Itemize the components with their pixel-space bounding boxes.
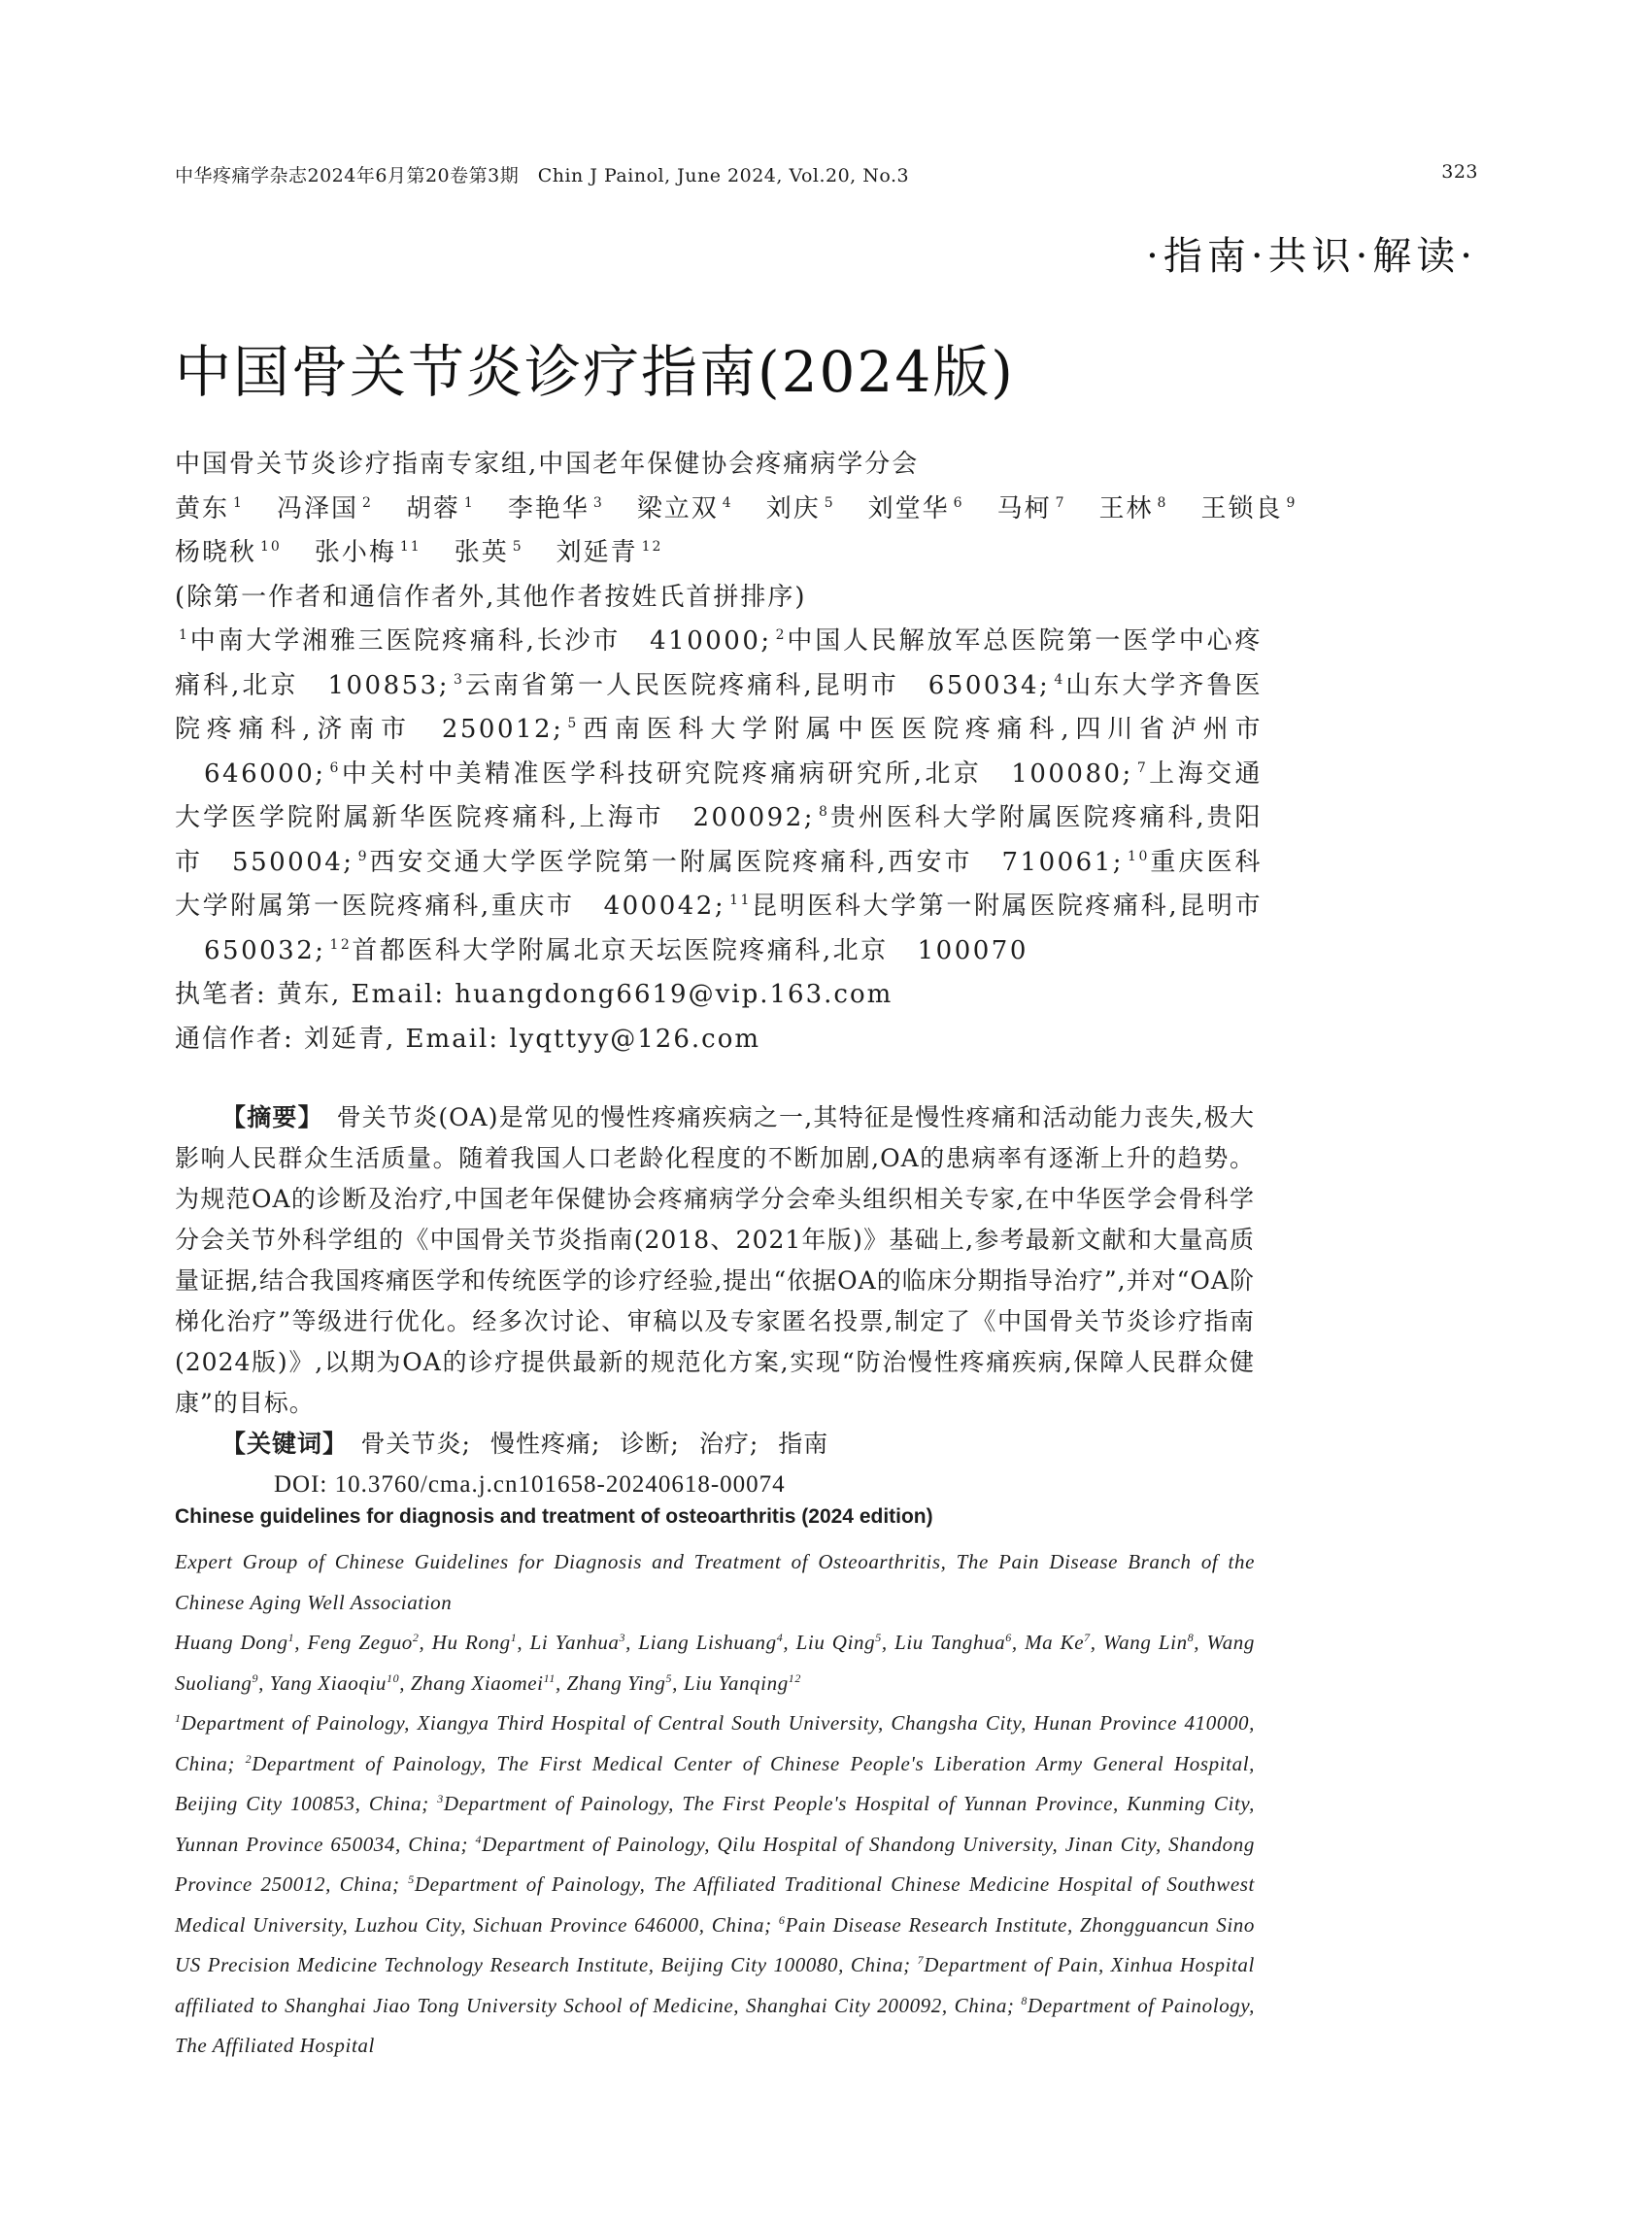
affiliation: $^1$中南大学湘雅三医院疼痛科,长沙市 410000; [179,626,772,656]
english-affiliation: $^4$Department of Painology, Qilu Hospital of Shandong University, Jinan City, Shandong Province 250012, China; [175,1832,1255,1896]
affiliation-marker: 5 [665,1670,673,1685]
affiliation-marker: 4 [1054,671,1065,688]
affiliation-marker: 10 [1128,848,1150,864]
affiliation-marker: 7 [1084,1631,1091,1644]
english-author-name: Wang Suoliang$^9$ [175,1631,1255,1695]
author-list [175,488,1298,532]
postal-code: 400042; [603,892,726,921]
affiliation-marker: 8 [819,804,830,821]
english-author-name: Huang Dong$^1$ [175,1631,295,1654]
affiliation-marker: 11 [399,539,421,556]
author-name: 杨晓秋 $^{10}$ [175,538,282,567]
affiliation-marker: 7 [1055,494,1066,511]
author-name: 胡蓉 $^1$ [405,493,475,523]
affiliation-marker: 3 [437,1792,444,1805]
english-author-name: Zhang Xiaomei$^{11}$ [410,1670,556,1695]
affiliation-marker: 12 [329,936,353,953]
affiliation: $^{10}$重庆医科大学附属第一医院疼痛科,重庆市 400042; [175,847,1263,921]
keyword: 诊断; [620,1430,680,1458]
english-author-group: Expert Group of Chinese Guidelines for Diagnosis and Treatment of Osteoarthritis, The Pain Disease Branch of the Chinese Aging Well Association [175,1550,1255,1614]
postal-code: 100853; [327,670,450,700]
author-name: 马柯 $^7$ [996,493,1066,523]
postal-code: 646000; [204,759,326,789]
affiliation-marker: 3 [453,671,465,688]
affiliation-marker: 8 [1187,1631,1195,1644]
author-order-note: (除第一作者和通信作者外,其他作者按姓氏首拼排序) [175,582,807,612]
author-list [175,531,1263,576]
corresponding-author: 通信作者: 刘延青, Email: lyqttyy@126.com [175,1024,761,1054]
affiliation-marker: 2 [245,1751,253,1766]
journal-citation: 中华疼痛学杂志2024年6月第20卷第3期 Chin J Painol, June 2024, Vol.20, No.3 [175,165,910,186]
keywords-line [175,1424,1255,1465]
english-affiliation: $^8$Department of Painology, The Affiliated Hospital [175,1993,1255,2057]
abstract-label: 【摘要】 [221,1103,312,1131]
affiliation-marker: 2 [775,627,788,644]
affiliation: $^3$云南省第一人民医院疼痛科,昆明市 650034; [453,670,1051,700]
english-author-name: Yang Xiaoqiu$^{10}$ [269,1670,400,1695]
abstract-section [175,1097,1255,1505]
affiliation-marker: 1 [179,627,190,644]
affiliation-marker: 2 [412,1631,420,1644]
affiliation: $^4$山东大学齐鲁医院疼痛科,济南市 250012; [175,670,1263,744]
chinese-author-info [175,443,1298,1062]
author-name: 张小梅 $^{11}$ [314,538,421,567]
postal-code: 410000; [650,626,772,656]
english-affiliation: $^7$Department of Pain, Xinhua Hospital affiliated to Shanghai Jiao Tong University School of Medicine, Shanghai City 200092, China; [175,1953,1255,2017]
affiliation-marker: 5 [512,539,523,556]
english-affiliation: $^1$Department of Painology, Xiangya Third Hospital of Central South University, Changsha City, Hunan Province 410000, China; [175,1711,1255,1775]
affiliation-marker: 6 [953,494,964,511]
author-name: 张英 $^5$ [454,538,523,567]
section-label: ·指南·共识·解读· [1146,234,1477,279]
affiliation: $^2$中国人民解放军总医院第一医学中心疼痛科,北京 100853; [175,626,1263,700]
running-header [175,161,1478,190]
writer-contact: 执笔者: 黄东, Email: huangdong6619@vip.163.com [175,980,893,1009]
english-front-matter [175,1505,1255,2067]
author-name: 黄东 $^1$ [175,493,244,523]
affiliation-marker: 12 [641,539,663,556]
english-author-name: Liu Tanghua$^6$ [894,1631,1012,1654]
affiliation-marker: 6 [329,759,341,776]
affiliation: $^{11}$昆明医科大学第一附属医院疼痛科,昆明市650032; [204,892,1264,965]
english-author-name: Li Yanhua$^3$ [529,1631,626,1654]
affiliation-marker: 7 [1136,759,1149,776]
english-affiliation: $^3$Department of Painology, The First People's Hospital of Yunnan Province, Kunming City, Yunnan Province 650034, China; [175,1792,1255,1856]
english-author-name: Liang Lishuang$^4$ [638,1631,784,1654]
author-name: 梁立双 $^4$ [636,493,733,523]
author-name: 李艳华 $^3$ [507,493,604,523]
affiliation-marker: 11 [543,1670,556,1685]
affiliation-marker: 9 [252,1670,259,1685]
english-affiliation: $^6$Pain Disease Research Institute, Zhongguancun Sino US Precision Medicine Technology Research Institute, Beijing City 100080, China; [175,1912,1255,1976]
english-author-name: Liu Yanqing$^{12}$ [683,1670,801,1695]
affiliation-marker: 1 [175,1711,182,1725]
postal-code: 550004; [232,847,354,877]
keyword: 慢性疼痛; [489,1430,601,1458]
affiliation-marker: 5 [824,494,835,511]
keyword: 骨关节炎; [360,1430,471,1458]
author-name: 冯泽国 $^2$ [276,493,373,523]
affiliation-marker: 8 [1021,1993,1028,2007]
affiliation: $^5$西南医科大学附属中医医院疼痛科,四川省泸州市646000; [204,715,1264,789]
keyword: 指南 [778,1430,829,1458]
affiliation-marker: 4 [722,494,733,511]
affiliation-list [175,620,1263,973]
abstract-text: 骨关节炎(OA)是常见的慢性疼痛疾病之一,其特征是慢性疼痛和活动能力丧失,极大影响人民群众生活质量。随着我国人口老龄化程度的不断加剧,OA的患病率有逐渐上升的趋势。为规范OA的诊断及治疗,中国老年保健协会疼痛病学分会牵头组织相关专家,在中华医学会骨科学分会关节外科学组的《中国骨关节炎指南(2018、2021年版)》基础上,参考最新文献和大量高质量证据,结合我国疼痛医学和传统医学的诊疗经验,提出“依据OA的临床分期指导治疗”,并对“OA阶梯化治疗”等级进行优化。经多次讨论、审稿以及专家匿名投票,制定了《中国骨关节炎诊疗指南(2024版)》,以期为OA的诊疗提供最新的规范化方案,实现“防治慢性疼痛疾病,保障人民群众健康”的目标。 [175,1103,1255,1417]
affiliation-marker: 10 [387,1670,400,1685]
postal-code: 650034; [927,670,1051,700]
english-author-name: Zhang Ying$^5$ [566,1670,673,1695]
affiliation: $^{12}$首都医科大学附属北京天坛医院疼痛科,北京 100070 [329,935,1028,965]
affiliation: $^9$西安交通大学医学院第一附属医院疼痛科,西安市 710061; [357,847,1125,877]
affiliation-marker: 6 [778,1912,786,1927]
author-name: 王林 $^8$ [1098,493,1168,523]
english-affiliation: $^2$Department of Painology, The First Medical Center of Chinese People's Liberation Army General Hospital, Beijing City 100853, China; [175,1751,1255,1815]
english-author-name: Liu Qing$^5$ [795,1631,882,1654]
affiliation-marker: 5 [875,1631,882,1644]
author-name: 刘堂华 $^6$ [867,493,964,523]
affiliation: $^6$中关村中美精准医学科技研究院疼痛病研究所,北京 100080; [329,759,1133,789]
affiliation-marker: 12 [788,1670,801,1685]
author-name: 刘延青 $^{12}$ [556,538,663,567]
affiliation-marker: 3 [619,1631,626,1644]
author-name: 刘庆 $^5$ [765,493,835,523]
postal-code: 650032; [204,935,326,965]
postal-code: 200092; [692,803,816,832]
postal-code: 100070 [917,935,1028,965]
affiliation-marker: 2 [361,494,373,511]
affiliation: $^7$上海交通大学医学院附属新华医院疼痛科,上海市 200092; [175,759,1263,832]
postal-code: 250012; [441,715,564,744]
author-name: 王锁良 $^9$ [1200,493,1298,523]
english-affiliation-list [175,1703,1255,2067]
page-number: 323 [1441,161,1478,183]
english-author-name: Hu Rong$^1$ [431,1631,518,1654]
affiliation-marker: 4 [776,1631,784,1644]
doi: DOI: 10.3760/cma.j.cn101658-20240618-00074 [274,1471,786,1498]
affiliation-marker: 1 [233,494,244,511]
affiliation-marker: 8 [1157,494,1168,511]
affiliation-marker: 10 [260,539,282,556]
affiliation-marker: 6 [1005,1631,1012,1644]
keywords-label: 【关键词】 [221,1430,336,1458]
postal-code: 710061; [1001,847,1125,877]
keyword: 治疗; [698,1430,759,1458]
affiliation-marker: 1 [510,1631,518,1644]
affiliation-marker: 1 [463,494,475,511]
english-affiliation: $^5$Department of Painology, The Affiliated Traditional Chinese Medicine Hospital of Southwest Medical University, Luzhou City, Sichuan Province 646000, China; [175,1872,1255,1937]
english-author-name: Ma Ke$^7$ [1025,1631,1091,1654]
postal-code: 100080; [1011,759,1133,789]
english-title: Chinese guidelines for diagnosis and treatment of osteoarthritis (2024 edition) [175,1505,933,1528]
affiliation-marker: 5 [567,716,579,732]
affiliation-marker: 3 [592,494,604,511]
affiliation-marker: 4 [475,1832,483,1846]
article-title: 中国骨关节炎诊疗指南(2024版) [175,339,1015,405]
author-group: 中国骨关节炎诊疗指南专家组,中国老年保健协会疼痛病学分会 [175,450,920,479]
affiliation-marker: 1 [287,1631,295,1644]
abstract-paragraph [175,1097,1255,1424]
english-author-name: Wang Lin$^8$ [1103,1631,1195,1654]
affiliation-marker: 11 [729,893,752,909]
affiliation-marker: 5 [408,1872,415,1886]
affiliation-marker: 9 [357,848,369,864]
english-author-list: Huang Dong$^1$, Feng Zeguo$^2$, Hu Rong$^1$, Li Yanhua$^3$, Liang Lishuang$^4$, Liu Qing$^5$, Liu Tanghua$^6$, Ma Ke$^7$, Wang Lin$^8$, Wang Suoliang$^9$, Yang Xiaoqiu$^{10}$, Zhang Xiaomei$^{11}$, Zhang Ying$^5$, Liu Yanqing$^{12}$ [175,1631,1255,1695]
english-author-name: Feng Zeguo$^2$ [307,1631,420,1654]
affiliation: $^8$贵州医科大学附属医院疼痛科,贵阳市 550004; [175,803,1264,877]
affiliation-marker: 9 [1286,494,1298,511]
affiliation-marker: 7 [917,1953,925,1967]
